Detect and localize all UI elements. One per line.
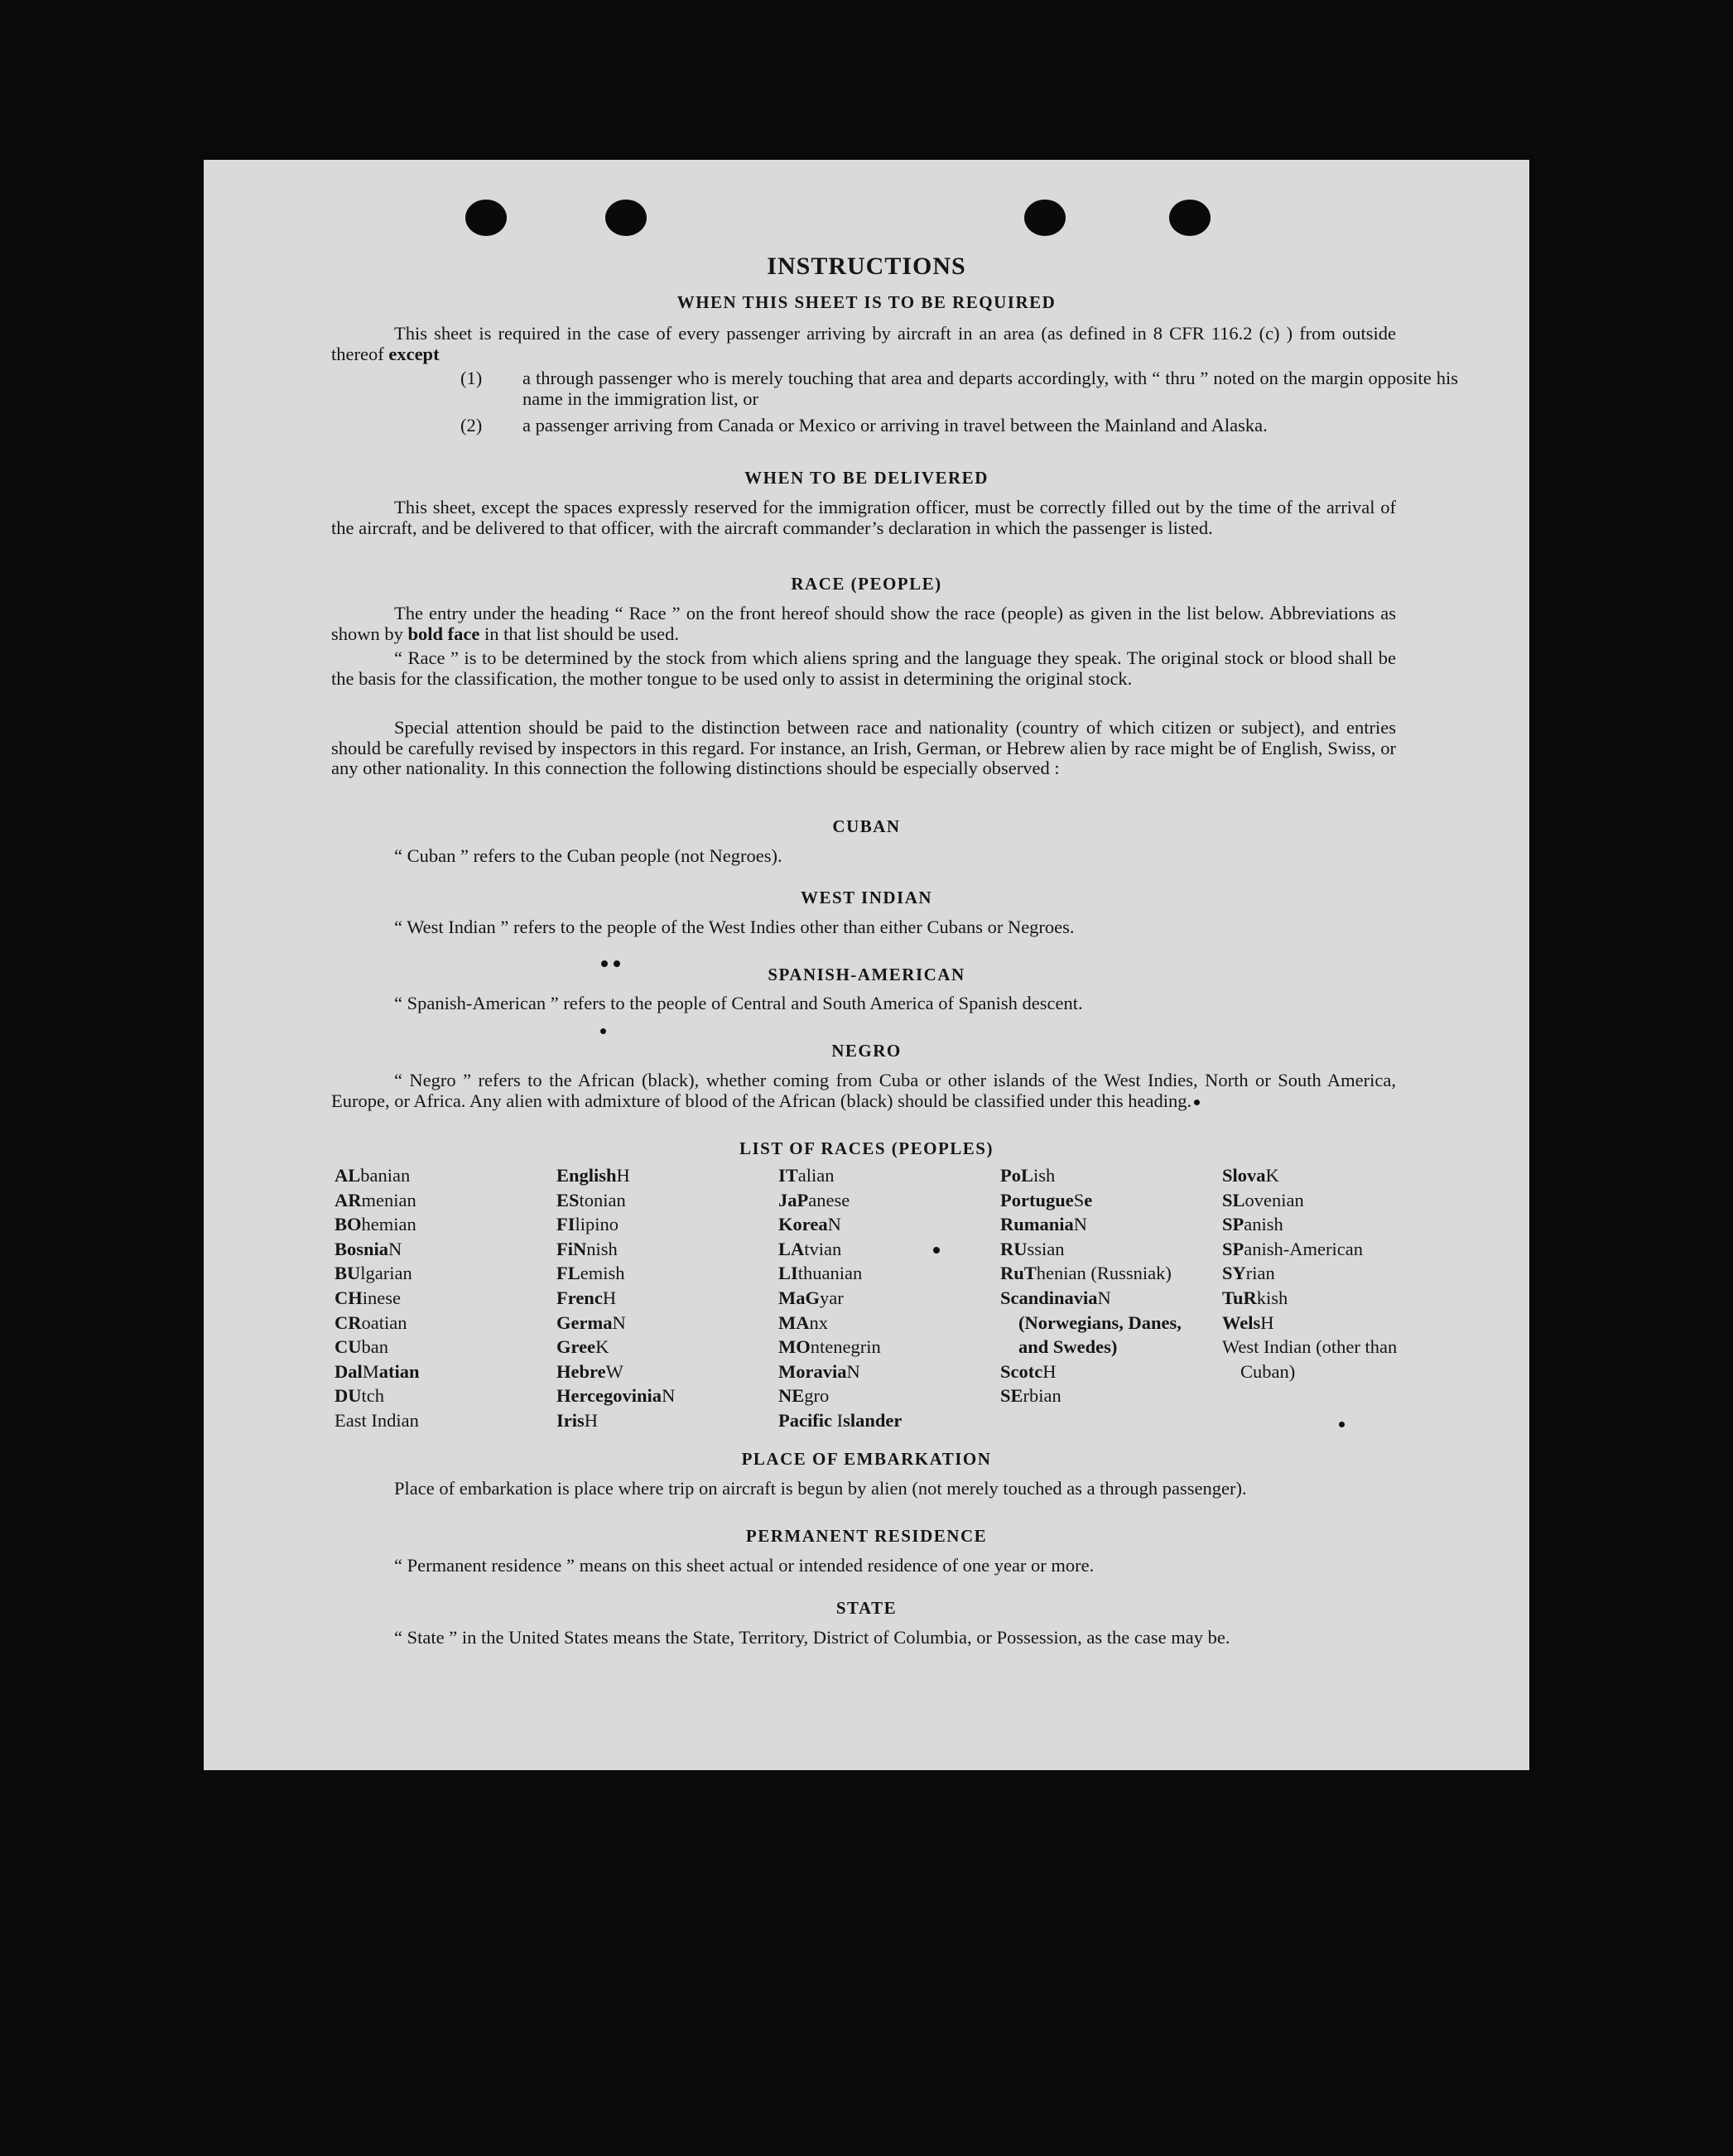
race-name-part: lgarian xyxy=(360,1263,412,1284)
race-abbreviation: (Norwegians, Danes, and Swedes) xyxy=(1018,1311,1182,1358)
race-name-part: rian xyxy=(1245,1263,1275,1284)
race-entry xyxy=(335,1335,542,1360)
punch-hole xyxy=(1024,200,1066,236)
race-entry xyxy=(335,1188,542,1213)
race-abbreviation: BU xyxy=(335,1263,361,1284)
race-abbreviation: FL xyxy=(556,1263,580,1284)
race-1-bold: bold face xyxy=(407,623,480,644)
race-name-part: gro xyxy=(804,1385,830,1407)
race-abbreviation: Dal xyxy=(335,1360,363,1382)
race-entry xyxy=(1222,1163,1421,1188)
race-entry xyxy=(1000,1360,1199,1384)
race-entry xyxy=(556,1286,763,1311)
race-name-part: kish xyxy=(1256,1287,1288,1308)
race-name-part: N xyxy=(612,1311,626,1333)
race-name-part: tvian xyxy=(804,1238,842,1259)
race-abbreviation: AL xyxy=(335,1165,361,1186)
race-abbreviation: Germa xyxy=(556,1311,613,1333)
paragraph-required-except: except xyxy=(388,343,440,364)
race-entry xyxy=(778,1237,985,1262)
race-name-part: H xyxy=(1260,1311,1274,1333)
exception-item-2 xyxy=(460,416,1458,436)
heading-west-indian: WEST INDIAN xyxy=(800,888,933,907)
race-abbreviation: PoL xyxy=(1000,1165,1034,1186)
race-abbreviation: BO xyxy=(335,1214,362,1235)
race-abbreviation: SE xyxy=(1000,1385,1023,1407)
race-name-part: henian (Russniak) xyxy=(1036,1263,1172,1284)
scan-speck xyxy=(1194,1100,1200,1105)
race-abbreviation: MaG xyxy=(778,1287,820,1308)
race-entry xyxy=(1222,1335,1421,1384)
race-entry xyxy=(335,1212,542,1237)
paragraph-residence: “ Permanent residence ” means on this sheet actual or intended residence of one year or more. xyxy=(394,1555,1095,1576)
paragraph-race-1 xyxy=(331,604,1396,644)
scan-speck xyxy=(600,1028,606,1034)
race-abbreviation: Iris xyxy=(556,1409,585,1431)
race-abbreviation: English xyxy=(556,1165,617,1186)
heading-list-of-races: LIST OF RACES (PEOPLES) xyxy=(739,1138,994,1158)
punch-hole xyxy=(605,200,647,236)
race-abbreviation: Rumania xyxy=(1000,1214,1074,1235)
race-entry xyxy=(1222,1212,1421,1237)
race-entry xyxy=(556,1163,763,1188)
race-entry xyxy=(778,1286,985,1311)
race-column xyxy=(556,1163,763,1433)
punch-hole xyxy=(1169,200,1211,236)
race-entry xyxy=(335,1384,542,1408)
paragraph-required-text: This sheet is required in the case of every passenger arriving by aircraft in an area (as defined in 8 CFR 116.2 (c) ) from outside thereof xyxy=(331,323,1396,364)
race-column xyxy=(1000,1163,1199,1408)
heading-when-required: WHEN THIS SHEET IS TO BE REQUIRED xyxy=(676,292,1057,312)
race-entry xyxy=(335,1311,542,1335)
race-abbreviation: CU xyxy=(335,1336,362,1358)
race-abbreviation: Scandinavia xyxy=(1000,1287,1098,1308)
heading-cuban: CUBAN xyxy=(832,816,901,836)
race-abbreviation: Frenc xyxy=(556,1287,603,1308)
race-entry xyxy=(335,1408,542,1433)
race-abbreviation: MO xyxy=(778,1336,811,1358)
race-entry xyxy=(335,1360,542,1384)
race-name-part: ban xyxy=(361,1336,388,1358)
race-abbreviation: Hebre xyxy=(556,1360,606,1382)
heading-place-of-embarkation: PLACE OF EMBARKATION xyxy=(741,1449,992,1469)
heading-race: RACE (PEOPLE) xyxy=(791,574,942,594)
race-abbreviation: LA xyxy=(778,1238,805,1259)
scan-speck xyxy=(933,1247,940,1254)
race-abbreviation: CH xyxy=(335,1287,363,1308)
race-1-text-end: in that list should be used. xyxy=(484,623,680,644)
race-entry xyxy=(778,1408,985,1433)
race-name-part: yar xyxy=(820,1287,844,1308)
race-entry xyxy=(335,1286,542,1311)
race-abbreviation: FiN xyxy=(556,1238,587,1259)
race-entry xyxy=(1000,1237,1199,1262)
punch-hole xyxy=(465,200,507,236)
race-abbreviation: MA xyxy=(778,1311,810,1333)
race-entry xyxy=(778,1261,985,1286)
race-abbreviation: SL xyxy=(1222,1189,1245,1210)
race-name-part: hemian xyxy=(361,1214,416,1235)
race-abbreviation: SP xyxy=(1222,1214,1244,1235)
race-name-part: tonian xyxy=(579,1189,626,1210)
race-1-text: The entry under the heading “ Race ” on the front hereof should show the race (people) as given in the list below. Abbreviations as shown by xyxy=(331,603,1396,644)
paragraph-delivered: This sheet, except the spaces expressly reserved for the immigration officer, must be correctly filled out by the time of the arrival of the aircraft, and be delivered to that officer, with the aircraft commander’s declaration in which the passenger is listed. xyxy=(331,497,1396,538)
race-entry xyxy=(556,1261,763,1286)
race-name-part: rbian xyxy=(1023,1385,1061,1407)
race-abbreviation: Scotc xyxy=(1000,1360,1043,1382)
race-name-part: H xyxy=(602,1287,617,1308)
race-name-part: anish xyxy=(1244,1214,1283,1235)
race-name-part: West Indian (other than Cuban) xyxy=(1222,1336,1398,1382)
race-entry xyxy=(778,1335,985,1360)
race-name-part: lipino xyxy=(575,1214,619,1235)
scan-speck xyxy=(614,960,620,967)
exception-item-1 xyxy=(460,368,1458,409)
race-abbreviation: SY xyxy=(1222,1263,1246,1284)
race-name-part: M xyxy=(362,1360,379,1382)
race-column xyxy=(778,1163,985,1433)
race-column xyxy=(1222,1163,1421,1384)
race-name-part: N xyxy=(1097,1287,1111,1308)
race-abbreviation: RU xyxy=(1000,1238,1028,1259)
race-entry xyxy=(1222,1311,1421,1335)
race-abbreviation: Wels xyxy=(1222,1311,1261,1333)
race-name-part: S xyxy=(1073,1189,1085,1210)
race-name-part: thuanian xyxy=(797,1263,863,1284)
race-name-part: ntenegrin xyxy=(810,1336,881,1358)
race-entry xyxy=(1222,1237,1421,1262)
race-entry xyxy=(1222,1188,1421,1213)
race-entry xyxy=(335,1163,542,1188)
paragraph-spanish-american: “ Spanish-American ” refers to the people of Central and South America of Spanish descent. xyxy=(394,993,1083,1013)
race-column xyxy=(335,1163,542,1433)
race-name-part: East Indian xyxy=(335,1409,419,1431)
document-page xyxy=(204,160,1529,1770)
race-abbreviation: Portugue xyxy=(1000,1189,1074,1210)
race-entry xyxy=(556,1188,763,1213)
paragraph-embarkation: Place of embarkation is place where trip on aircraft is begun by alien (not merely touched as a through passenger). xyxy=(394,1478,1247,1499)
heading-spanish-american: SPANISH-AMERICAN xyxy=(768,965,965,984)
scan-speck xyxy=(1339,1422,1345,1427)
race-name-part: W xyxy=(605,1360,623,1382)
heading-when-delivered: WHEN TO BE DELIVERED xyxy=(744,468,989,488)
race-entry xyxy=(556,1237,763,1262)
race-abbreviation: slander xyxy=(843,1409,903,1431)
race-entry xyxy=(556,1384,763,1408)
race-name-part: menian xyxy=(361,1189,416,1210)
race-abbreviation: LI xyxy=(778,1263,798,1284)
race-abbreviation: RuT xyxy=(1000,1263,1037,1284)
heading-negro: NEGRO xyxy=(831,1041,902,1061)
race-name-part: nx xyxy=(809,1311,828,1333)
race-abbreviation: SP xyxy=(1222,1238,1244,1259)
race-entry xyxy=(335,1237,542,1262)
race-name-part: H xyxy=(616,1165,630,1186)
race-name-part: K xyxy=(1265,1165,1279,1186)
race-abbreviation: e xyxy=(1084,1189,1093,1210)
paragraph-race-3: Special attention should be paid to the distinction between race and nationality (country of which citizen or subject), and entries should be carefully revised by inspectors in this regard. For instance, an Irish, German, or Hebrew alien by race might be of English, Swiss, or any other nationality. In this connection the following distinctions should be especially observed : xyxy=(331,717,1396,778)
race-entry xyxy=(778,1311,985,1335)
race-abbreviation: Pacific xyxy=(778,1409,837,1431)
race-name-part: anese xyxy=(808,1189,850,1210)
race-abbreviation: CR xyxy=(335,1311,362,1333)
race-entry xyxy=(1222,1286,1421,1311)
race-entry xyxy=(556,1311,763,1335)
race-abbreviation: Hercegovinia xyxy=(556,1385,662,1407)
item-text: a through passenger who is merely touching that area and departs accordingly, with “ thru ” noted on the margin opposite his name in the immigration list, or xyxy=(522,368,1458,409)
race-entry xyxy=(778,1163,985,1188)
race-abbreviation: Moravia xyxy=(778,1360,847,1382)
race-abbreviation: ES xyxy=(556,1189,580,1210)
page-title: INSTRUCTIONS xyxy=(767,253,966,280)
heading-state: STATE xyxy=(835,1598,898,1618)
race-entry xyxy=(1000,1286,1199,1360)
race-name-part: inese xyxy=(362,1287,401,1308)
race-name-part: oatian xyxy=(361,1311,407,1333)
race-entry xyxy=(556,1212,763,1237)
race-entry xyxy=(335,1261,542,1286)
paragraph-race-2: “ Race ” is to be determined by the stock from which aliens spring and the language they speak. The original stock or blood shall be the basis for the classification, the mother tongue to be used only to assist in determining the original stock. xyxy=(331,647,1396,689)
race-abbreviation: Bosnia xyxy=(335,1238,389,1259)
paragraph-required xyxy=(331,324,1396,364)
race-name-part: N xyxy=(388,1238,402,1259)
race-entry xyxy=(556,1335,763,1360)
race-entry xyxy=(778,1360,985,1384)
race-entry xyxy=(556,1408,763,1433)
race-entry xyxy=(1000,1261,1199,1286)
race-abbreviation: NE xyxy=(778,1385,805,1407)
item-number: (2) xyxy=(460,415,483,436)
race-name-part: alian xyxy=(797,1165,835,1186)
race-abbreviation: atian xyxy=(378,1360,420,1382)
item-number: (1) xyxy=(460,368,483,388)
race-name-part: ish xyxy=(1033,1165,1056,1186)
paragraph-west-indian: “ West Indian ” refers to the people of the West Indies other than either Cubans or Negroes. xyxy=(394,917,1075,937)
race-entry xyxy=(556,1360,763,1384)
race-name-part: anish-American xyxy=(1244,1238,1363,1259)
race-abbreviation: Korea xyxy=(778,1214,828,1235)
race-name-part: N xyxy=(1073,1214,1088,1235)
race-name-part: N xyxy=(827,1214,841,1235)
item-text: a passenger arriving from Canada or Mexico or arriving in travel between the Mainland and Alaska. xyxy=(522,415,1268,436)
race-abbreviation: IT xyxy=(778,1165,798,1186)
race-abbreviation: DU xyxy=(335,1385,362,1407)
race-name-part: I xyxy=(836,1409,844,1431)
race-name-part: ovenian xyxy=(1244,1189,1304,1210)
race-name-part: nish xyxy=(586,1238,618,1259)
scan-speck xyxy=(601,960,608,967)
race-abbreviation: JaP xyxy=(778,1189,809,1210)
race-entry xyxy=(1000,1212,1199,1237)
race-name-part: banian xyxy=(360,1165,411,1186)
paragraph-state: “ State ” in the United States means the State, Territory, District of Columbia, or Possession, as the case may be. xyxy=(394,1627,1230,1648)
race-name-part: H xyxy=(584,1409,598,1431)
paragraph-negro: “ Negro ” refers to the African (black), whether coming from Cuba or other islands of the West Indies, North or South America, Europe, or Africa. Any alien with admixture of blood of the African (black) should be classified under this heading. xyxy=(331,1070,1396,1111)
race-name-part: N xyxy=(662,1385,676,1407)
race-name-part: N xyxy=(846,1360,860,1382)
heading-permanent-residence: PERMANENT RESIDENCE xyxy=(745,1526,988,1546)
race-name-part: H xyxy=(1042,1360,1057,1382)
race-entry xyxy=(778,1384,985,1408)
race-abbreviation: Gree xyxy=(556,1336,596,1358)
race-entry xyxy=(1000,1188,1199,1213)
race-entry xyxy=(1000,1384,1199,1408)
race-entry xyxy=(1000,1163,1199,1188)
race-list xyxy=(335,1163,1444,1431)
race-entry xyxy=(778,1212,985,1237)
race-entry xyxy=(1222,1261,1421,1286)
race-abbreviation: FI xyxy=(556,1214,575,1235)
race-abbreviation: AR xyxy=(335,1189,362,1210)
race-name-part: tch xyxy=(361,1385,384,1407)
race-name-part: ssian xyxy=(1027,1238,1065,1259)
paragraph-cuban: “ Cuban ” refers to the Cuban people (not Negroes). xyxy=(394,845,782,866)
race-entry xyxy=(778,1188,985,1213)
race-abbreviation: TuR xyxy=(1222,1287,1257,1308)
race-name-part: K xyxy=(595,1336,609,1358)
race-abbreviation: Slova xyxy=(1222,1165,1266,1186)
race-name-part: emish xyxy=(580,1263,625,1284)
